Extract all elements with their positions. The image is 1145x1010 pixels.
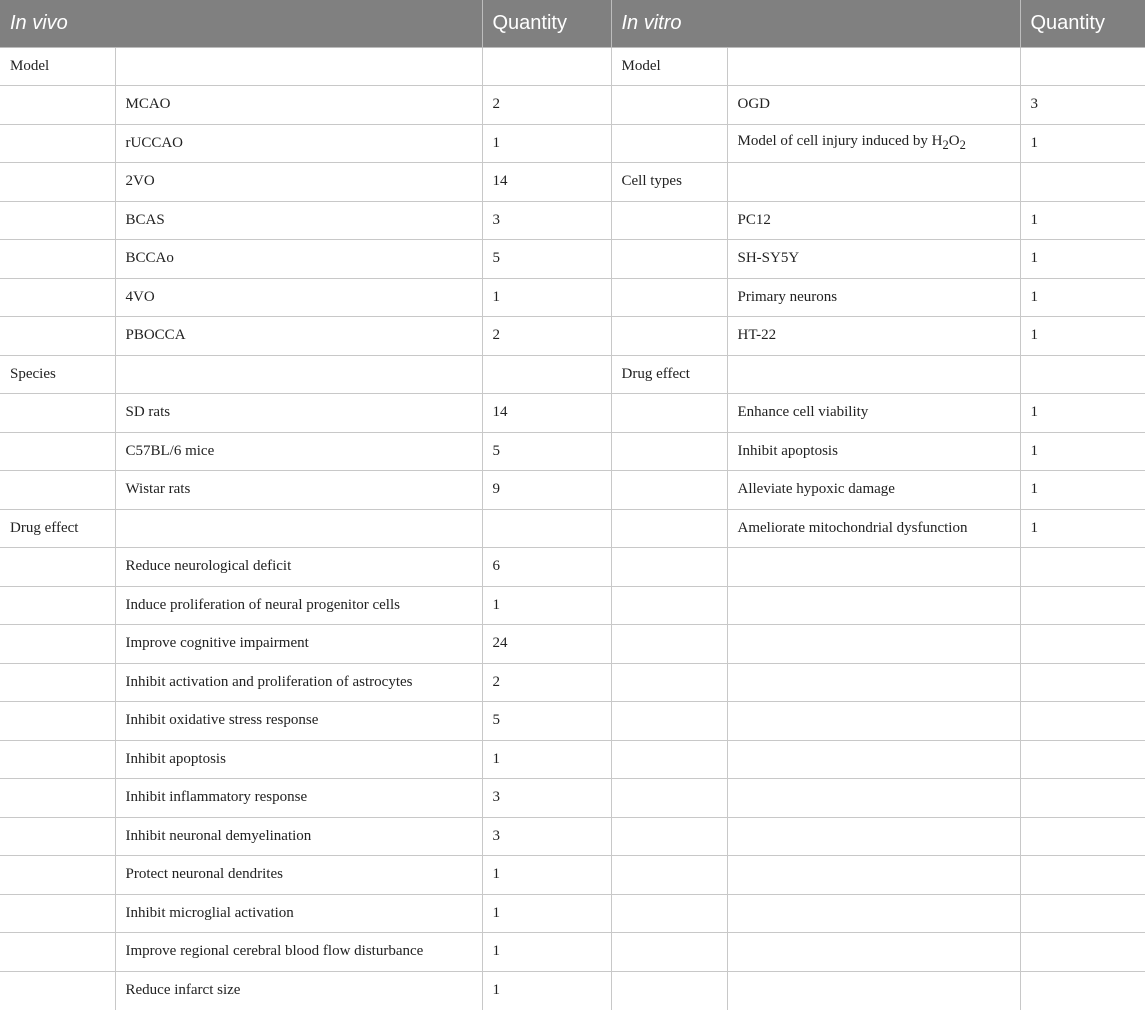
- cell-vivo-quantity: 1: [482, 586, 611, 625]
- cell-vivo-category: [0, 471, 115, 510]
- cell-vivo-quantity: 5: [482, 240, 611, 279]
- cell-vivo-category: [0, 317, 115, 356]
- cell-vivo-item: Protect neuronal dendrites: [115, 856, 482, 895]
- cell-vitro-item: HT-22: [727, 317, 1020, 356]
- table-row: [0, 933, 1145, 972]
- cell-vivo-category: [0, 240, 115, 279]
- cell-vitro-category: [611, 586, 727, 625]
- cell-vitro-item: [727, 971, 1020, 1010]
- cell-vitro-quantity: [1020, 779, 1145, 818]
- cell-vivo-item: BCCAo: [115, 240, 482, 279]
- cell-vitro-quantity: [1020, 740, 1145, 779]
- cell-vivo-quantity: 3: [482, 779, 611, 818]
- cell-vivo-item: Improve cognitive impairment: [115, 625, 482, 664]
- cell-vitro-quantity: 1: [1020, 394, 1145, 433]
- cell-vitro-item: Ameliorate mitochondrial dysfunction: [727, 509, 1020, 548]
- header-in-vivo: In vivo: [0, 0, 482, 47]
- cell-vivo-category: [0, 625, 115, 664]
- cell-vivo-item: 4VO: [115, 278, 482, 317]
- header-quantity-right: Quantity: [1020, 0, 1145, 47]
- cell-vitro-quantity: 3: [1020, 86, 1145, 125]
- cell-vivo-quantity: 1: [482, 124, 611, 163]
- table-row: [0, 163, 1145, 202]
- table-row: [0, 894, 1145, 933]
- cell-vivo-category: [0, 702, 115, 741]
- cell-vitro-item: [727, 663, 1020, 702]
- cell-vivo-category: [0, 817, 115, 856]
- cell-vitro-category: [611, 856, 727, 895]
- cell-vitro-item: Primary neurons: [727, 278, 1020, 317]
- cell-vitro-category: [611, 779, 727, 818]
- cell-vitro-category: [611, 86, 727, 125]
- cell-vitro-category: [611, 394, 727, 433]
- cell-vivo-quantity: 14: [482, 163, 611, 202]
- cell-vitro-item: [727, 586, 1020, 625]
- table-row: [0, 702, 1145, 741]
- cell-vivo-category: [0, 201, 115, 240]
- cell-vitro-category: [611, 201, 727, 240]
- cell-vitro-item: [727, 933, 1020, 972]
- table-row: [0, 201, 1145, 240]
- table-row: [0, 278, 1145, 317]
- cell-vivo-item: SD rats: [115, 394, 482, 433]
- cell-vivo-quantity: 2: [482, 86, 611, 125]
- cell-vivo-item: Inhibit microglial activation: [115, 894, 482, 933]
- cell-vivo-quantity: [482, 355, 611, 394]
- cell-vivo-category: [0, 86, 115, 125]
- cell-vitro-quantity: 1: [1020, 278, 1145, 317]
- cell-vitro-category: [611, 702, 727, 741]
- header-row: [0, 0, 1145, 47]
- cell-vivo-quantity: 1: [482, 740, 611, 779]
- cell-vivo-category: [0, 124, 115, 163]
- cell-vitro-quantity: 1: [1020, 240, 1145, 279]
- cell-vivo-category: [0, 856, 115, 895]
- cell-vitro-category: [611, 933, 727, 972]
- cell-vivo-item: Wistar rats: [115, 471, 482, 510]
- cell-vitro-category: [611, 971, 727, 1010]
- cell-vivo-quantity: 1: [482, 933, 611, 972]
- cell-vivo-category: [0, 394, 115, 433]
- cell-vitro-category: [611, 894, 727, 933]
- cell-vitro-category: [611, 124, 727, 163]
- cell-vivo-item: BCAS: [115, 201, 482, 240]
- cell-vivo-item: Improve regional cerebral blood flow disturbance: [115, 933, 482, 972]
- cell-vivo-item: Inhibit oxidative stress response: [115, 702, 482, 741]
- cell-vitro-item: [727, 894, 1020, 933]
- table-row: [0, 548, 1145, 587]
- cell-vivo-category: [0, 586, 115, 625]
- table-body: [0, 47, 1145, 1010]
- cell-vitro-category: [611, 278, 727, 317]
- cell-vivo-item: Reduce infarct size: [115, 971, 482, 1010]
- cell-vivo-quantity: 5: [482, 432, 611, 471]
- cell-vitro-item: [727, 856, 1020, 895]
- table-row: [0, 240, 1145, 279]
- cell-vivo-item: Inhibit activation and proliferation of astrocytes: [115, 663, 482, 702]
- cell-vitro-quantity: [1020, 663, 1145, 702]
- cell-vitro-quantity: [1020, 894, 1145, 933]
- cell-vitro-category: [611, 740, 727, 779]
- cell-vivo-quantity: 2: [482, 317, 611, 356]
- cell-vivo-category: [0, 933, 115, 972]
- cell-vivo-category: [0, 432, 115, 471]
- cell-vitro-item: Enhance cell viability: [727, 394, 1020, 433]
- table-row: [0, 663, 1145, 702]
- cell-vivo-category: Model: [0, 47, 115, 86]
- cell-vivo-category: [0, 894, 115, 933]
- cell-vivo-item: Induce proliferation of neural progenitor cells: [115, 586, 482, 625]
- cell-vitro-category: Cell types: [611, 163, 727, 202]
- cell-vitro-item: [727, 163, 1020, 202]
- cell-vitro-item: [727, 740, 1020, 779]
- cell-vitro-quantity: [1020, 817, 1145, 856]
- cell-vitro-category: [611, 817, 727, 856]
- cell-vivo-category: [0, 740, 115, 779]
- cell-vitro-item: [727, 625, 1020, 664]
- cell-vitro-quantity: 1: [1020, 432, 1145, 471]
- cell-vitro-item: [727, 702, 1020, 741]
- cell-vitro-item: Alleviate hypoxic damage: [727, 471, 1020, 510]
- table-row: [0, 317, 1145, 356]
- cell-vitro-category: [611, 625, 727, 664]
- table-row: [0, 124, 1145, 163]
- table-row: [0, 971, 1145, 1010]
- table-row: [0, 471, 1145, 510]
- table-row: [0, 779, 1145, 818]
- cell-vitro-category: [611, 471, 727, 510]
- cell-vivo-quantity: 2: [482, 663, 611, 702]
- cell-vivo-item: PBOCCA: [115, 317, 482, 356]
- cell-vitro-category: [611, 432, 727, 471]
- cell-vivo-item: Inhibit apoptosis: [115, 740, 482, 779]
- cell-vitro-quantity: [1020, 702, 1145, 741]
- cell-vitro-category: [611, 548, 727, 587]
- cell-vivo-quantity: 24: [482, 625, 611, 664]
- cell-vivo-quantity: 1: [482, 278, 611, 317]
- cell-vivo-quantity: 5: [482, 702, 611, 741]
- cell-vitro-item: Model of cell injury induced by $H_2O_2$: [727, 124, 1020, 163]
- cell-vivo-category: [0, 779, 115, 818]
- cell-vivo-category: [0, 278, 115, 317]
- cell-vitro-quantity: 1: [1020, 509, 1145, 548]
- table-row: [0, 355, 1145, 394]
- cell-vivo-category: Species: [0, 355, 115, 394]
- cell-vitro-category: [611, 663, 727, 702]
- cell-vivo-category: Drug effect: [0, 509, 115, 548]
- cell-vivo-quantity: 6: [482, 548, 611, 587]
- cell-vitro-category: Model: [611, 47, 727, 86]
- cell-vivo-item: Inhibit inflammatory response: [115, 779, 482, 818]
- cell-vitro-quantity: 1: [1020, 317, 1145, 356]
- cell-vivo-item: [115, 509, 482, 548]
- cell-vitro-quantity: 1: [1020, 471, 1145, 510]
- table-row: [0, 86, 1145, 125]
- cell-vivo-quantity: 9: [482, 471, 611, 510]
- cell-vivo-quantity: 1: [482, 894, 611, 933]
- cell-vitro-item: [727, 817, 1020, 856]
- cell-vivo-item: Inhibit neuronal demyelination: [115, 817, 482, 856]
- cell-vitro-quantity: [1020, 856, 1145, 895]
- cell-vivo-item: Reduce neurological deficit: [115, 548, 482, 587]
- table-row: [0, 586, 1145, 625]
- cell-vitro-item: PC12: [727, 201, 1020, 240]
- cell-vitro-item: OGD: [727, 86, 1020, 125]
- table-row: [0, 856, 1145, 895]
- cell-vivo-quantity: [482, 47, 611, 86]
- cell-vivo-item: [115, 47, 482, 86]
- cell-vitro-quantity: 1: [1020, 201, 1145, 240]
- cell-vitro-category: Drug effect: [611, 355, 727, 394]
- cell-vivo-quantity: 3: [482, 817, 611, 856]
- cell-vitro-category: [611, 509, 727, 548]
- header-in-vitro: In vitro: [611, 0, 1020, 47]
- header-quantity-left: Quantity: [482, 0, 611, 47]
- cell-vivo-category: [0, 663, 115, 702]
- table-row: [0, 47, 1145, 86]
- cell-vivo-quantity: 3: [482, 201, 611, 240]
- cell-vivo-item: MCAO: [115, 86, 482, 125]
- cell-vitro-item: [727, 779, 1020, 818]
- cell-vivo-item: 2VO: [115, 163, 482, 202]
- table-row: [0, 817, 1145, 856]
- table-row: [0, 432, 1145, 471]
- cell-vitro-quantity: 1: [1020, 124, 1145, 163]
- table-row: [0, 394, 1145, 433]
- cell-vitro-item: Inhibit apoptosis: [727, 432, 1020, 471]
- cell-vitro-quantity: [1020, 625, 1145, 664]
- cell-vitro-item: SH-SY5Y: [727, 240, 1020, 279]
- cell-vivo-item: C57BL/6 mice: [115, 432, 482, 471]
- cell-vivo-quantity: [482, 509, 611, 548]
- cell-vivo-category: [0, 548, 115, 587]
- cell-vivo-quantity: 1: [482, 856, 611, 895]
- cell-vitro-quantity: [1020, 47, 1145, 86]
- cell-vitro-quantity: [1020, 548, 1145, 587]
- cell-vitro-item: [727, 548, 1020, 587]
- cell-vivo-item: rUCCAO: [115, 124, 482, 163]
- table-row: [0, 509, 1145, 548]
- cell-vitro-quantity: [1020, 933, 1145, 972]
- cell-vitro-item: [727, 355, 1020, 394]
- cell-vitro-quantity: [1020, 971, 1145, 1010]
- cell-vivo-quantity: 14: [482, 394, 611, 433]
- table-row: [0, 625, 1145, 664]
- cell-vitro-quantity: [1020, 586, 1145, 625]
- cell-vivo-item: [115, 355, 482, 394]
- cell-vitro-quantity: [1020, 163, 1145, 202]
- cell-vitro-item: [727, 47, 1020, 86]
- cell-vivo-category: [0, 163, 115, 202]
- cell-vitro-quantity: [1020, 355, 1145, 394]
- table-row: [0, 740, 1145, 779]
- cell-vitro-category: [611, 317, 727, 356]
- cell-vivo-category: [0, 971, 115, 1010]
- table-header: [0, 0, 1145, 47]
- cell-vitro-category: [611, 240, 727, 279]
- cell-vivo-quantity: 1: [482, 971, 611, 1010]
